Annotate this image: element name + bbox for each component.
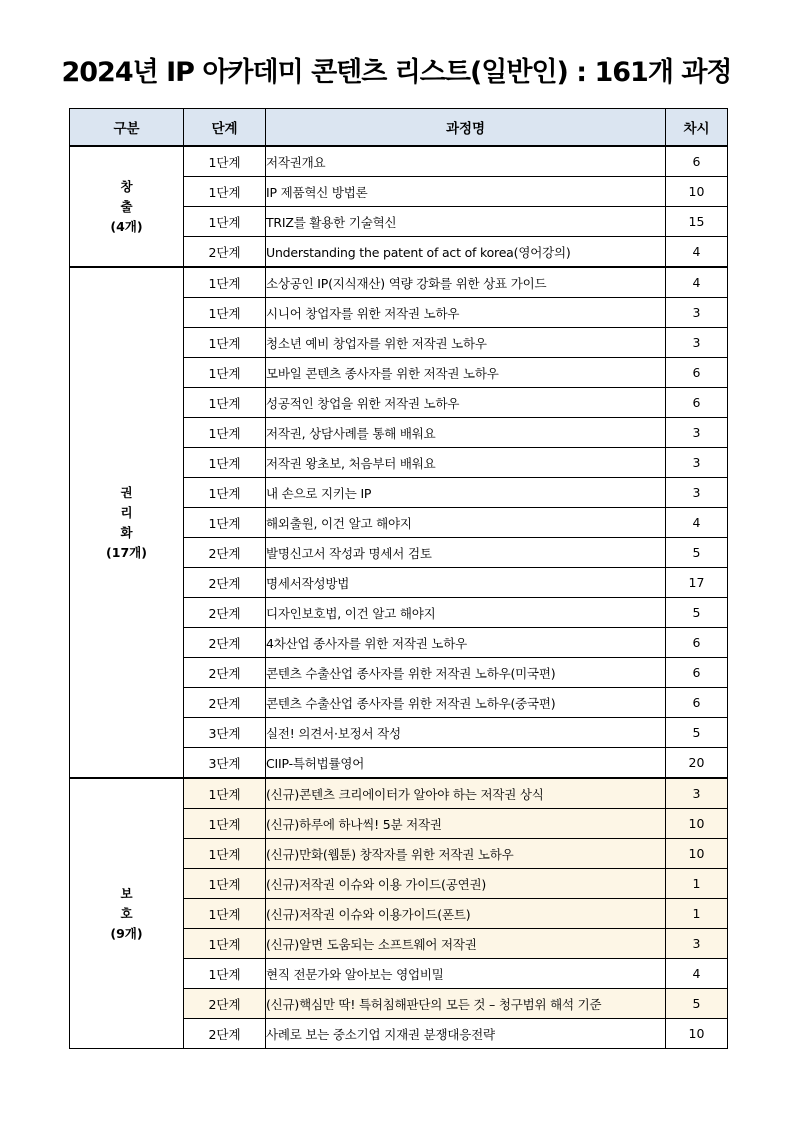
category-label: (17개): [106, 544, 147, 560]
category-cell: [70, 267, 184, 778]
stage-cell: 1단계: [184, 298, 266, 328]
category-label: 권: [120, 484, 133, 500]
stage-cell: 1단계: [184, 448, 266, 478]
hours-cell: 6: [666, 146, 728, 177]
course-name-cell: (신규)저작권 이슈와 이용 가이드(공연권): [266, 869, 666, 899]
stage-cell: 1단계: [184, 959, 266, 989]
stage-cell: 2단계: [184, 628, 266, 658]
category-group: [70, 778, 728, 1049]
hours-cell: 3: [666, 448, 728, 478]
stage-cell: 2단계: [184, 568, 266, 598]
stage-cell: 1단계: [184, 267, 266, 298]
stage-cell: 3단계: [184, 748, 266, 779]
course-name-cell: 사례로 보는 중소기업 지재권 분쟁대응전략: [266, 1019, 666, 1049]
course-name-cell: 저작권, 상담사례를 통해 배워요: [266, 418, 666, 448]
category-cell: [70, 146, 184, 267]
hours-cell: 3: [666, 478, 728, 508]
stage-cell: 1단계: [184, 929, 266, 959]
hours-cell: 15: [666, 207, 728, 237]
header-stage: 단계: [184, 109, 266, 147]
stage-cell: 1단계: [184, 207, 266, 237]
stage-cell: 1단계: [184, 328, 266, 358]
category-group: [70, 267, 728, 778]
hours-cell: 3: [666, 418, 728, 448]
hours-cell: 10: [666, 177, 728, 207]
stage-cell: 2단계: [184, 1019, 266, 1049]
hours-cell: 3: [666, 328, 728, 358]
page-title: 2024년 IP 아카데미 콘텐츠 리스트(일반인) : 161개 과정: [61, 57, 732, 88]
hours-cell: 5: [666, 718, 728, 748]
hours-cell: 5: [666, 989, 728, 1019]
category-group: [70, 146, 728, 267]
hours-cell: 4: [666, 508, 728, 538]
course-name-cell: (신규)저작권 이슈와 이용가이드(폰트): [266, 899, 666, 929]
hours-cell: 10: [666, 839, 728, 869]
stage-cell: 1단계: [184, 508, 266, 538]
hours-cell: 10: [666, 809, 728, 839]
hours-cell: 3: [666, 929, 728, 959]
hours-cell: 20: [666, 748, 728, 779]
stage-cell: 2단계: [184, 989, 266, 1019]
stage-cell: 2단계: [184, 688, 266, 718]
course-name-cell: (신규)알면 도움되는 소프트웨어 저작권: [266, 929, 666, 959]
stage-cell: 2단계: [184, 598, 266, 628]
course-name-cell: (신규)콘텐츠 크리에이터가 알아야 하는 저작권 상식: [266, 778, 666, 809]
stage-cell: 2단계: [184, 237, 266, 268]
hours-cell: 17: [666, 568, 728, 598]
course-name-cell: 해외출원, 이건 알고 해야지: [266, 508, 666, 538]
hours-cell: 6: [666, 358, 728, 388]
stage-cell: 1단계: [184, 358, 266, 388]
stage-cell: 1단계: [184, 388, 266, 418]
course-name-cell: IP 제품혁신 방법론: [266, 177, 666, 207]
stage-cell: 1단계: [184, 418, 266, 448]
hours-cell: 1: [666, 899, 728, 929]
course-name-cell: 저작권개요: [266, 146, 666, 177]
table-row: [70, 146, 728, 177]
table-header-row: [70, 109, 728, 147]
stage-cell: 2단계: [184, 658, 266, 688]
course-name-cell: 디자인보호법, 이건 알고 해야지: [266, 598, 666, 628]
course-name-cell: 소상공인 IP(지식재산) 역량 강화를 위한 상표 가이드: [266, 267, 666, 298]
course-name-cell: 시니어 창업자를 위한 저작권 노하우: [266, 298, 666, 328]
hours-cell: 5: [666, 598, 728, 628]
stage-cell: 1단계: [184, 146, 266, 177]
hours-cell: 10: [666, 1019, 728, 1049]
course-name-cell: 4차산업 종사자를 위한 저작권 노하우: [266, 628, 666, 658]
course-name-cell: 콘텐츠 수출산업 종사자를 위한 저작권 노하우(미국편): [266, 658, 666, 688]
hours-cell: 3: [666, 778, 728, 809]
category-label: 리: [120, 504, 133, 520]
table-row: [70, 778, 728, 809]
course-name-cell: (신규)핵심만 딱! 특허침해판단의 모든 것 – 청구범위 해석 기준: [266, 989, 666, 1019]
hours-cell: 6: [666, 688, 728, 718]
table-row: [70, 267, 728, 298]
hours-cell: 1: [666, 869, 728, 899]
stage-cell: 1단계: [184, 869, 266, 899]
stage-cell: 3단계: [184, 718, 266, 748]
category-label: 호: [120, 905, 133, 921]
course-name-cell: 모바일 콘텐츠 종사자를 위한 저작권 노하우: [266, 358, 666, 388]
course-name-cell: 콘텐츠 수출산업 종사자를 위한 저작권 노하우(중국편): [266, 688, 666, 718]
hours-cell: 3: [666, 298, 728, 328]
header-hours: 차시: [666, 109, 728, 147]
course-name-cell: (신규)하루에 하나씩! 5분 저작권: [266, 809, 666, 839]
course-name-cell: 청소년 예비 창업자를 위한 저작권 노하우: [266, 328, 666, 358]
hours-cell: 4: [666, 267, 728, 298]
course-name-cell: 발명신고서 작성과 명세서 검토: [266, 538, 666, 568]
course-name-cell: TRIZ를 활용한 기술혁신: [266, 207, 666, 237]
course-name-cell: 실전! 의견서·보정서 작성: [266, 718, 666, 748]
category-cell: [70, 778, 184, 1049]
stage-cell: 1단계: [184, 177, 266, 207]
course-table: [69, 108, 728, 1049]
stage-cell: 1단계: [184, 839, 266, 869]
course-name-cell: 현직 전문가와 알아보는 영업비밀: [266, 959, 666, 989]
hours-cell: 6: [666, 658, 728, 688]
stage-cell: 1단계: [184, 809, 266, 839]
stage-cell: 1단계: [184, 478, 266, 508]
hours-cell: 4: [666, 959, 728, 989]
hours-cell: 6: [666, 628, 728, 658]
header-course: 과정명: [266, 109, 666, 147]
course-name-cell: 명세서작성방법: [266, 568, 666, 598]
course-name-cell: 내 손으로 지키는 IP: [266, 478, 666, 508]
hours-cell: 4: [666, 237, 728, 268]
course-name-cell: Understanding the patent of act of korea(영어강의): [266, 237, 666, 268]
stage-cell: 1단계: [184, 899, 266, 929]
category-label: 출: [120, 198, 133, 214]
category-label: (4개): [110, 218, 143, 234]
course-name-cell: 성공적인 창업을 위한 저작권 노하우: [266, 388, 666, 418]
category-label: 보: [120, 885, 133, 901]
stage-cell: 1단계: [184, 778, 266, 809]
course-name-cell: (신규)만화(웹툰) 창작자를 위한 저작권 노하우: [266, 839, 666, 869]
course-name-cell: 저작권 왕초보, 처음부터 배워요: [266, 448, 666, 478]
category-label: 화: [120, 524, 133, 540]
stage-cell: 2단계: [184, 538, 266, 568]
hours-cell: 5: [666, 538, 728, 568]
category-label: (9개): [110, 925, 143, 941]
hours-cell: 6: [666, 388, 728, 418]
course-name-cell: CIIP-특허법률영어: [266, 748, 666, 779]
header-category: 구분: [70, 109, 184, 147]
category-label: 창: [120, 178, 133, 194]
